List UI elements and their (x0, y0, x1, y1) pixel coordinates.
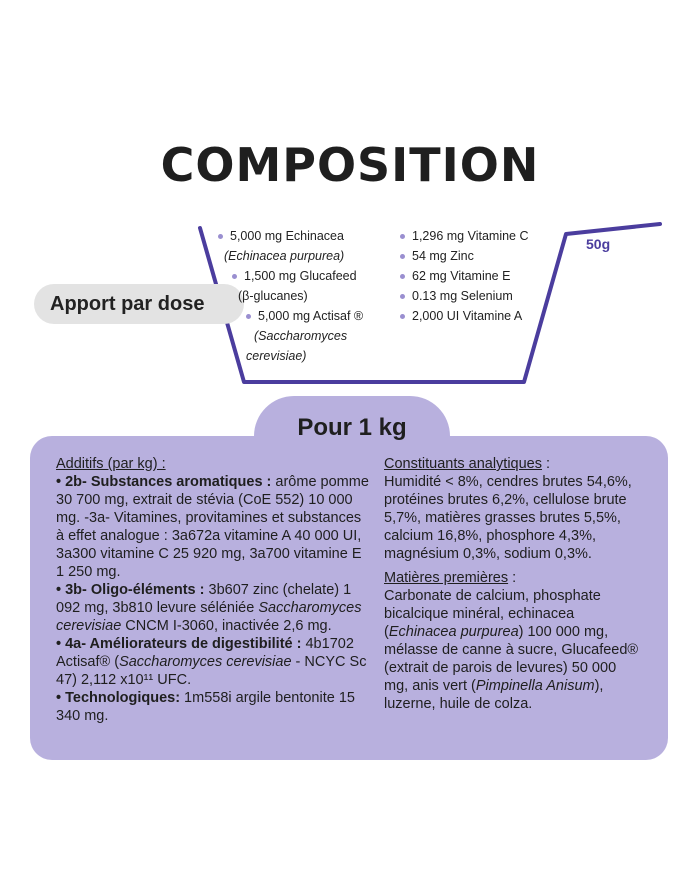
constituants-text: Humidité < 8%, cendres brutes 54,6%, protéines brutes 6,2%, cellulose brute 5,7%, matières grasses brutes 5,5%, calcium 16,8%, phosphore 4,3%, magnésium 0,3%, sodium 0,3%. (384, 474, 632, 562)
additifs-oligo: • 3b- Oligo-éléments : 3b607 zinc (chelate) 1 092 mg, 3b810 levure séléniée Saccharomyces cerevisiae CNCM I-3060, inactivée 2,6 mg. (56, 582, 362, 634)
list-item: 5,000 mg Actisaf ® (246, 306, 363, 326)
additifs-aromatic: • 2b- Substances aromatiques : arôme pomme 30 700 mg, extrait de stévia (CoE 552) 10 000 mg. -3a- Vitamines, provitamines et substances à effet analogue : 3a672a vitamine A 40 000 UI, 3a300 vitamine C 25 920 mg, 3a700 vitamine E 1 250 mg. (56, 474, 369, 580)
list-item-detail: cerevisiae) (246, 349, 307, 363)
matieres-heading: Matières premières : (384, 570, 517, 586)
list-item: 1,500 mg Glucafeed (232, 266, 357, 286)
list-item-detail: (Echinacea purpurea) (224, 249, 345, 263)
constituants-heading: Constituants analytiques : (384, 456, 551, 472)
dose-list-left-3 (246, 306, 363, 366)
additifs-technological: • Technologiques: 1m558i argile bentonite 15 340 mg. (56, 690, 355, 724)
list-item: 0.13 mg Selenium (400, 286, 529, 306)
dose-weight: 50g (586, 236, 611, 252)
list-item: 1,296 mg Vitamine C (400, 226, 529, 246)
panel-tab: Pour 1 kg (254, 396, 450, 460)
list-item: 62 mg Vitamine E (400, 266, 529, 286)
additifs-heading: Additifs (par kg) : (56, 456, 166, 472)
list-item: 2,000 UI Vitamine A (400, 306, 529, 326)
dose-list-left-2-sub (238, 286, 308, 306)
list-item-detail: (β-glucanes) (238, 289, 308, 303)
dose-list-left-2 (232, 266, 357, 286)
list-item-detail: (Saccharomyces (254, 329, 348, 343)
constituants-column (384, 455, 644, 713)
list-item: 5,000 mg Echinacea (218, 226, 344, 246)
dose-list-right (400, 226, 529, 326)
additifs-column (56, 455, 372, 725)
page-title: COMPOSITION (160, 138, 540, 192)
list-item: 54 mg Zinc (400, 246, 529, 266)
dose-list-left (218, 226, 344, 266)
matieres-text: Carbonate de calcium, phosphate bicalcique minéral, echinacea (Echinacea purpurea) 100 000 mg, mélasse de canne à sucre, Glucafeed® (extrait de parois de levures) 50 000 mg, anis vert (Pimpinella Anisum), luzerne, huile de colza. (384, 588, 639, 712)
dose-label: Apport par dose (34, 284, 244, 324)
additifs-digestibility: • 4a- Améliorateurs de digestibilité : 4b1702 Actisaf® (Saccharomyces cerevisiae - NCYC Sc 47) 2,112 x10¹¹ UFC. (56, 636, 367, 688)
